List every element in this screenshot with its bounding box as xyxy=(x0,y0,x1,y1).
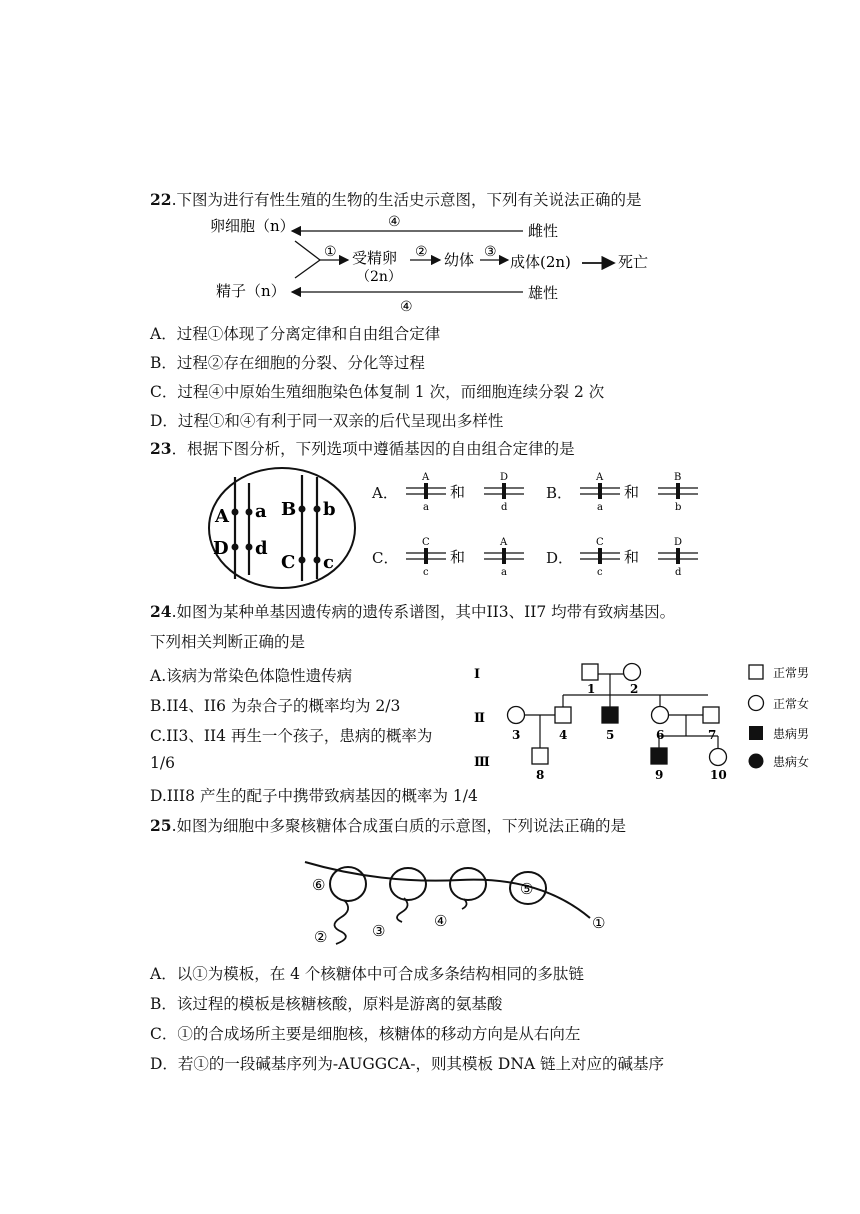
pedigree-II4 xyxy=(555,707,571,723)
gene-label-bottom: c xyxy=(423,567,429,578)
step1-label: ① xyxy=(324,244,337,260)
gene-label-bottom: c xyxy=(597,567,603,578)
egg-label: 卵细胞（n） xyxy=(210,217,295,235)
svg-text:6: 6 xyxy=(656,728,665,742)
chromosome-cell-diagram xyxy=(205,465,360,595)
svg-text:患病女: 患病女 xyxy=(773,755,810,769)
step3-label: ③ xyxy=(484,244,497,260)
q25-option-c: C．①的合成场所主要是细胞核，核糖体的移动方向是从右向左 xyxy=(150,1025,581,1043)
svg-text:7: 7 xyxy=(708,728,717,742)
gene-label-bottom: a xyxy=(423,502,429,513)
q23-option-label-0: A． xyxy=(372,484,398,502)
gene-c: c xyxy=(323,552,334,573)
polypeptide-3 xyxy=(397,898,408,922)
pedigree-chart xyxy=(470,658,840,783)
q23-option-label-2: C． xyxy=(372,549,399,567)
polyribosome-diagram xyxy=(300,852,620,952)
svg-text:患病男: 患病男 xyxy=(773,727,810,741)
pedigree-II7 xyxy=(703,707,719,723)
legend-normal-male xyxy=(749,665,763,679)
q23-option-diagram-3 xyxy=(580,535,710,580)
gene-a: a xyxy=(255,501,267,522)
q24-option-c: C.II3、II4 再生一个孩子，患病的概率为 xyxy=(150,727,433,745)
svg-text:3: 3 xyxy=(512,728,521,742)
label-ribosome-5: ⑤ xyxy=(520,880,534,898)
label-peptide-3: ③ xyxy=(372,922,386,940)
q23-option-diagram-0 xyxy=(406,470,536,515)
legend-affected-male xyxy=(749,726,763,740)
q24-option-b: B.II4、II6 为杂合子的概率均为 2/3 xyxy=(150,697,401,715)
q25-stem: 25.如图为细胞中多聚核糖体合成蛋白质的示意图，下列说法正确的是 xyxy=(150,816,627,835)
male-label: 雄性 xyxy=(528,284,559,302)
svg-text:4: 4 xyxy=(559,728,568,742)
q23-option-diagram-1 xyxy=(580,470,710,515)
gene-label-top: D xyxy=(674,537,683,548)
svg-text:10: 10 xyxy=(710,768,727,782)
and-label: 和 xyxy=(624,548,640,566)
zygote-label: 受精卵 xyxy=(352,249,398,267)
q22-option-a: A．过程①体现了分离定律和自由组合定律 xyxy=(150,325,441,343)
q24-option-c-cont: 1/6 xyxy=(150,754,175,772)
q24-stem2: 下列相关判断正确的是 xyxy=(150,633,306,651)
svg-text:8: 8 xyxy=(536,768,545,782)
legend-normal-female xyxy=(749,696,764,711)
legend-affected-female xyxy=(749,754,764,769)
label-peptide-4: ④ xyxy=(434,912,448,930)
death-label: 死亡 xyxy=(618,253,649,271)
q25-number: 25 xyxy=(150,816,172,835)
q22-option-b: B．过程②存在细胞的分裂、分化等过程 xyxy=(150,354,425,372)
pedigree-II3 xyxy=(508,707,525,724)
gene-label-top: C xyxy=(422,537,430,548)
gene-label-top: A xyxy=(500,537,508,548)
gene-label-bottom: a xyxy=(597,502,603,513)
label-peptide-2: ② xyxy=(314,928,328,946)
gene-A: A xyxy=(215,506,229,527)
life-cycle-diagram xyxy=(210,208,670,313)
and-label: 和 xyxy=(450,483,466,501)
gene-label-bottom: a xyxy=(501,567,507,578)
q24-number: 24 xyxy=(150,602,172,621)
gene-label-top: C xyxy=(596,537,604,548)
juvenile-label: 幼体 xyxy=(444,251,475,269)
gene-C: C xyxy=(281,552,296,573)
gen-III: Ⅲ xyxy=(474,755,490,770)
step2-label: ② xyxy=(415,244,428,260)
step4-bottom: ④ xyxy=(400,299,413,313)
q22-number: 22 xyxy=(150,190,172,209)
gene-label-top: A xyxy=(596,472,604,483)
gen-I: Ⅰ xyxy=(474,667,481,682)
zygote-ploidy: （2n） xyxy=(356,269,402,285)
gene-label-bottom: b xyxy=(675,502,682,513)
q25-option-a: A．以①为模板，在 4 个核糖体中可合成多条结构相同的多肽链 xyxy=(150,965,584,983)
gene-D: D xyxy=(213,538,229,559)
pedigree-I1 xyxy=(582,664,598,680)
svg-text:正常男: 正常男 xyxy=(773,666,810,680)
q25-option-d: D．若①的一段碱基序列为-AUGGCA-，则其模板 DNA 链上对应的碱基序 xyxy=(150,1055,665,1073)
and-label: 和 xyxy=(450,548,466,566)
gene-b: b xyxy=(323,499,336,520)
svg-text:2: 2 xyxy=(630,682,639,696)
pedigree-III10 xyxy=(710,749,727,766)
fusion-line-upper xyxy=(295,241,320,260)
polypeptide-2 xyxy=(334,900,348,944)
sperm-label: 精子（n） xyxy=(216,282,286,300)
female-label: 雌性 xyxy=(528,222,559,240)
q24-option-d: D.III8 产生的配子中携带致病基因的概率为 1/4 xyxy=(150,787,478,805)
pedigree-I2 xyxy=(624,664,641,681)
svg-text:1: 1 xyxy=(587,682,596,696)
svg-text:5: 5 xyxy=(606,728,615,742)
q23-option-diagram-2 xyxy=(406,535,536,580)
gene-label-bottom: d xyxy=(675,567,682,578)
pedigree-II6 xyxy=(652,707,669,724)
adult-label: 成体(2n) xyxy=(510,253,571,271)
polypeptide-4 xyxy=(462,899,467,909)
gene-label-bottom: d xyxy=(501,502,508,513)
gene-B: B xyxy=(281,499,297,520)
pedigree-III9 xyxy=(651,748,667,764)
label-mrna: ① xyxy=(592,914,606,932)
gene-d: d xyxy=(255,538,268,559)
q22-option-d: D．过程①和④有利于同一双亲的后代呈现出多样性 xyxy=(150,412,504,430)
pedigree-III8 xyxy=(532,748,548,764)
q24-option-a: A.该病为常染色体隐性遗传病 xyxy=(150,667,353,685)
gene-label-top: B xyxy=(674,472,682,483)
q23-option-label-3: D． xyxy=(546,549,574,567)
q22-stem: 22.下图为进行有性生殖的生物的生活史示意图，下列有关说法正确的是 xyxy=(150,190,642,209)
pedigree-II5 xyxy=(602,707,618,723)
label-6: ⑥ xyxy=(312,876,326,894)
gen-II: Ⅱ xyxy=(474,711,485,726)
step4-top: ④ xyxy=(388,214,401,230)
q23-stem: 23．根据下图分析，下列选项中遵循基因的自由组合定律的是 xyxy=(150,439,575,458)
gene-label-top: D xyxy=(500,472,509,483)
svg-text:正常女: 正常女 xyxy=(773,697,810,711)
q24-stem: 24.如图为某种单基因遗传病的遗传系谱图，其中II3、II7 均带有致病基因。 xyxy=(150,602,676,621)
q25-option-b: B．该过程的模板是核糖核酸，原料是游离的氨基酸 xyxy=(150,995,503,1013)
svg-text:9: 9 xyxy=(655,768,664,782)
gene-label-top: A xyxy=(422,472,430,483)
and-label: 和 xyxy=(624,483,640,501)
q22-option-c: C．过程④中原始生殖细胞染色体复制 1 次，而细胞连续分裂 2 次 xyxy=(150,383,605,401)
fusion-line-lower xyxy=(295,260,320,278)
q23-number: 23 xyxy=(150,439,172,458)
q23-option-label-1: B． xyxy=(546,484,573,502)
